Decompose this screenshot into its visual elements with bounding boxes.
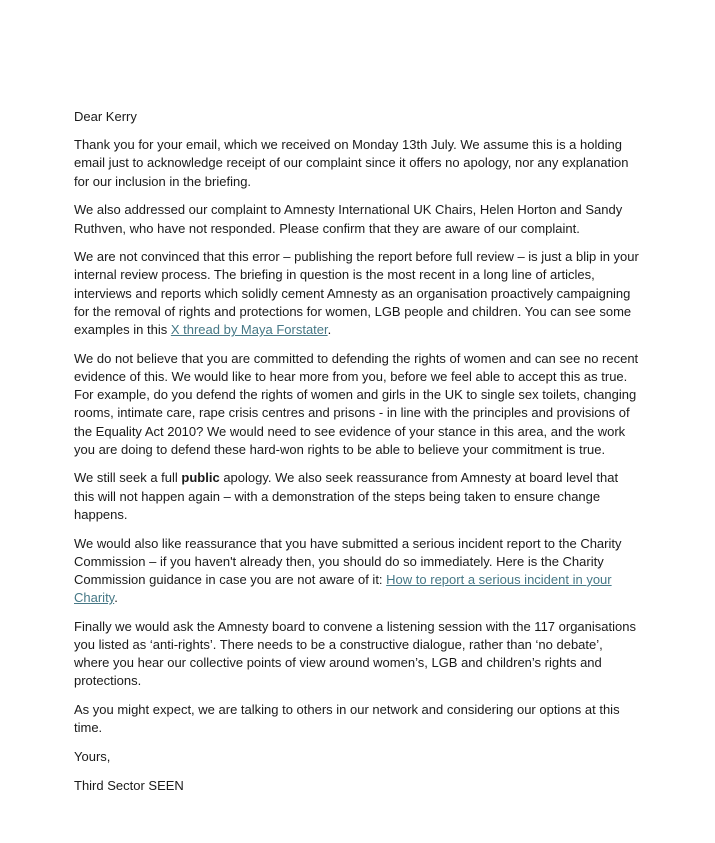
- paragraph-listening-session: Finally we would ask the Amnesty board to convene a listening session with the 117 organisations you listed as ‘anti-rights’. There needs to be a constructive dialogue, rather than ‘no debate’, where you hear our collective points of view around women’s, LGB and children’s rights and protections.: [74, 618, 636, 689]
- paragraph-not-convinced-end: .: [327, 322, 332, 338]
- paragraph-not-convinced-text: We are not convinced that this error – publishing the report before full review – is just a blip in your internal review process. The briefing in question is the most recent in a long line of articles, interviews and reports which solidly cement Amnesty as an organisation proactively campaigning for the removal of rights and protections for women, LGB people and children. You can see some examples in this: [74, 249, 639, 338]
- paragraph-incident-report-text: We would also like reassurance that you have submitted a serious incident report to the Charity Commission – if you haven't already then, you should do so immediately. Here is the Charity Commission guidance in case you are not aware of it:: [74, 535, 622, 587]
- paragraph-incident-report-end: .: [114, 590, 118, 606]
- public-emphasis: public: [181, 470, 220, 486]
- charity-commission-guidance-link[interactable]: How to report a serious incident in your Charity: [74, 571, 612, 606]
- paragraph-options: As you might expect, we are talking to others in our network and considering our options at this time.: [74, 702, 620, 736]
- paragraph-incident-report: [74, 535, 639, 608]
- x-thread-link[interactable]: X thread by Maya Forstater: [170, 322, 328, 338]
- paragraph-acknowledgement: Thank you for your email, which we received on Monday 13th July. We assume this is a holding email just to acknowledge receipt of our complaint since it offers no apology, nor any explanation for our inclusion in the briefing.: [74, 137, 629, 189]
- paragraph-not-convinced: [74, 248, 639, 339]
- paragraph-apology-end: apology. We also seek reassurance from Amnesty at board level that this will not happen again – with a demonstration of the steps being taken to ensure change happens.: [74, 470, 619, 522]
- letter-body: [74, 108, 639, 806]
- paragraph-apology-start: We still seek a full: [74, 470, 182, 486]
- paragraph-chairs: We also addressed our complaint to Amnesty International UK Chairs, Helen Horton and Sandy Ruthven, who have not responded. Please confirm that they are aware of our complaint.: [74, 202, 623, 236]
- paragraph-apology: [74, 469, 639, 524]
- paragraph-evidence: We do not believe that you are committed to defending the rights of women and can see no recent evidence of this. We would like to hear more from you, before we feel able to accept this as true. For example, do you defend the rights of women and girls in the UK to single sex toilets, changing rooms, intimate care, rape crisis centres and prisons - in line with the principles and provisions of the Equality Act 2010? We would need to see evidence of your stance in this area, and the work you are doing to defend these hard-won rights to be able to believe your commitment is true.: [74, 350, 639, 457]
- greeting: Dear Kerry: [74, 109, 137, 124]
- signature: Third Sector SEEN: [74, 777, 184, 793]
- closing: Yours,: [74, 749, 111, 765]
